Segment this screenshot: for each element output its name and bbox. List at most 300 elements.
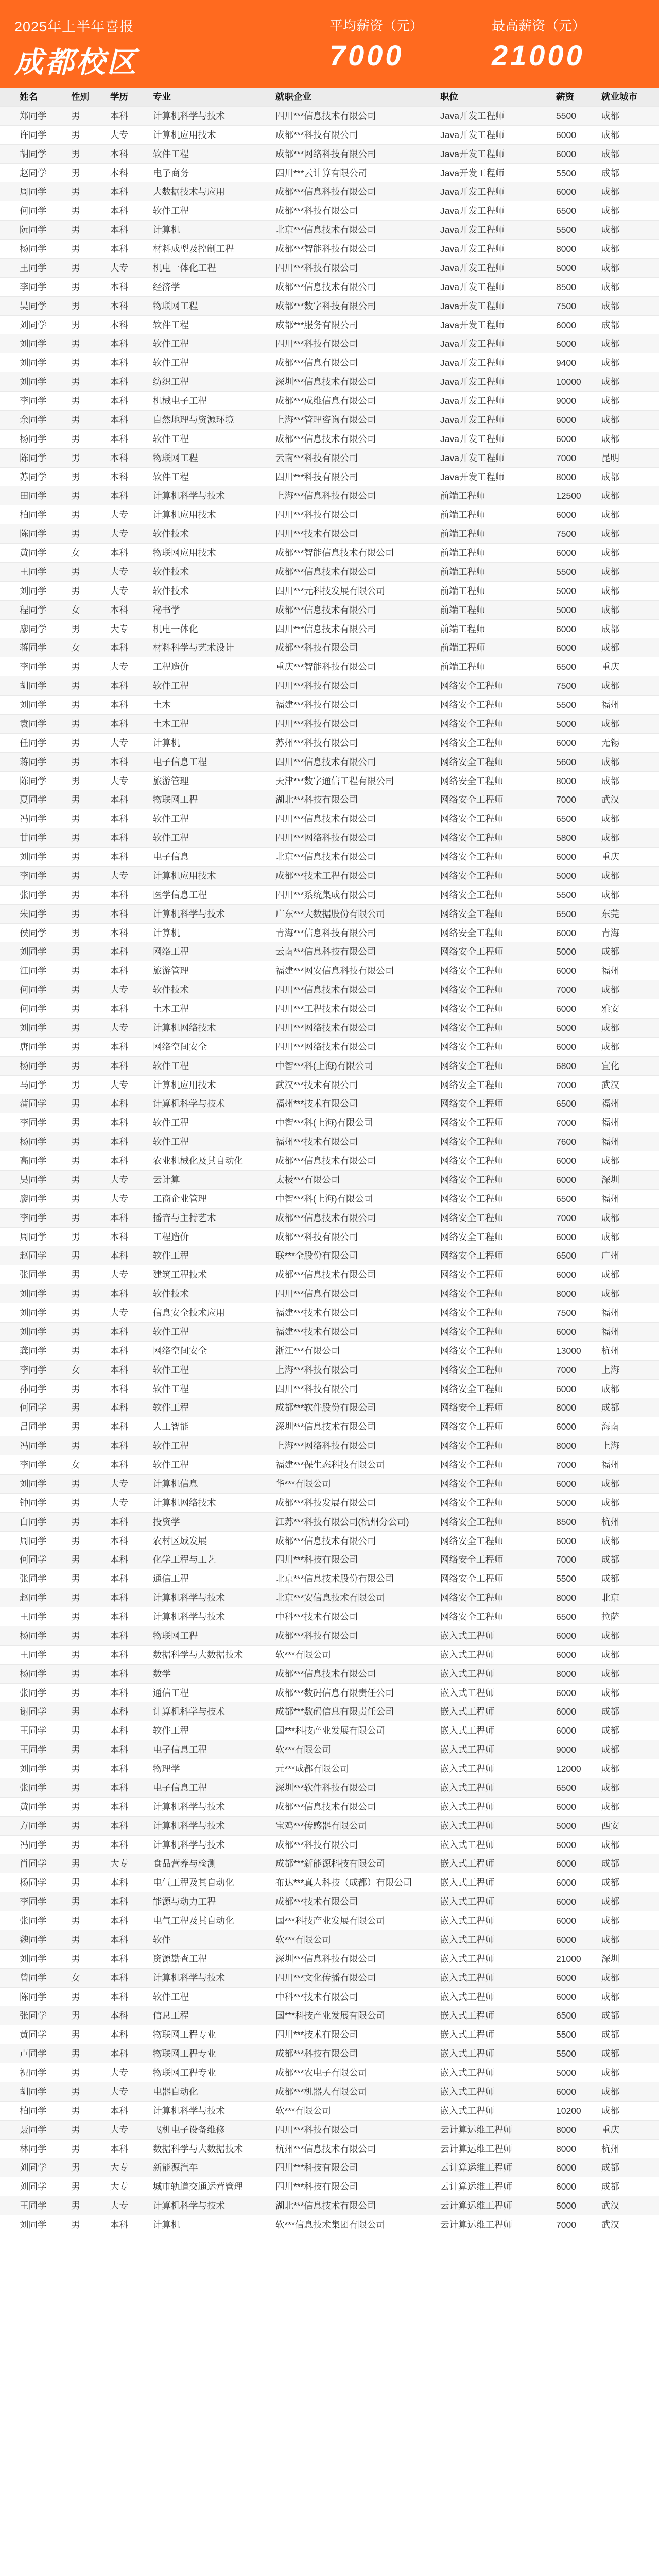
- cell-city: 成都: [601, 2086, 619, 2097]
- cell-city: 成都: [601, 604, 619, 615]
- table-row: [0, 1190, 659, 1209]
- cell-salary: 9000: [556, 396, 576, 406]
- cell-salary: 6000: [556, 1421, 576, 1432]
- cell-degree: 本科: [110, 1212, 128, 1223]
- table-row: [0, 1569, 659, 1588]
- table-row: [0, 2158, 659, 2177]
- cell-city: 成都: [601, 1782, 619, 1793]
- cell-company: 成都***机器人有限公司: [275, 2086, 367, 2097]
- cell-major: 城市轨道交通运营管理: [153, 2181, 243, 2192]
- table-row: [0, 1513, 659, 1532]
- cell-position: 网络安全工程师: [440, 965, 504, 976]
- cell-salary: 7000: [556, 452, 576, 463]
- cell-gender: 男: [71, 225, 80, 235]
- cell-major: 通信工程: [153, 1573, 189, 1584]
- cell-degree: 本科: [110, 548, 128, 558]
- table-row: [0, 1969, 659, 1988]
- cell-company: 上海***信息科技有限公司: [275, 490, 376, 501]
- cell-major: 计算机科学与技术: [153, 1098, 225, 1109]
- cell-degree: 本科: [110, 1326, 128, 1337]
- cell-position: 网络安全工程师: [440, 681, 504, 691]
- cell-gender: 男: [71, 794, 80, 805]
- table-row: [0, 1684, 659, 1703]
- table-row: [0, 2121, 659, 2140]
- cell-company: 国***科技产业发展有限公司: [275, 1916, 385, 1926]
- cell-position: 嵌入式工程师: [440, 1764, 494, 1774]
- cell-position: 嵌入式工程师: [440, 1630, 494, 1641]
- cell-gender: 男: [71, 1098, 80, 1109]
- table-row: [0, 1417, 659, 1436]
- cell-company: 苏州***科技有限公司: [275, 737, 358, 748]
- cell-gender: 男: [71, 1174, 80, 1185]
- cell-major: 软件工程: [153, 1137, 189, 1147]
- employment-table: [0, 88, 659, 2234]
- cell-position: 嵌入式工程师: [440, 1839, 494, 1850]
- cell-degree: 本科: [110, 1592, 128, 1603]
- cell-salary: 7000: [556, 1212, 576, 1223]
- cell-degree: 大专: [110, 129, 128, 140]
- average-salary-label: 平均薪资（元）: [330, 18, 424, 33]
- cell-degree: 大专: [110, 2162, 128, 2173]
- cell-name: 刘同学: [20, 1308, 47, 1318]
- table-row: [0, 1532, 659, 1551]
- cell-degree: 本科: [110, 377, 128, 387]
- cell-salary: 8500: [556, 1516, 576, 1527]
- cell-name: 杨同学: [20, 1877, 47, 1888]
- cell-position: 网络安全工程师: [440, 946, 504, 957]
- cell-city: 成都: [601, 300, 619, 311]
- cell-major: 材料科学与艺术设计: [153, 642, 234, 653]
- cell-position: 前端工程师: [440, 529, 485, 539]
- cell-company: 北京***信息技术有限公司: [275, 225, 376, 235]
- cell-name: 周同学: [20, 187, 47, 197]
- cell-major: 软件工程: [153, 1250, 189, 1261]
- cell-company: 四川***信息技术有限公司: [275, 756, 376, 767]
- cell-major: 软件工程: [153, 206, 189, 216]
- cell-gender: 男: [71, 814, 80, 824]
- cell-major: 旅游管理: [153, 775, 189, 786]
- cell-city: 福州: [601, 1117, 619, 1128]
- cell-gender: 男: [71, 1421, 80, 1432]
- column-header-company: 就职企业: [275, 92, 311, 102]
- table-row: [0, 1911, 659, 1930]
- cell-major: 信息工程: [153, 2010, 189, 2021]
- cell-name: 许同学: [20, 129, 47, 140]
- cell-salary: 21000: [556, 1953, 581, 1964]
- cell-gender: 男: [71, 1725, 80, 1736]
- cell-gender: 男: [71, 1934, 80, 1945]
- cell-gender: 男: [71, 1231, 80, 1242]
- cell-major: 人工智能: [153, 1421, 189, 1432]
- cell-city: 成都: [601, 1402, 619, 1413]
- cell-company: 成都***新能源科技有限公司: [275, 1858, 385, 1869]
- cell-position: 嵌入式工程师: [440, 2048, 494, 2059]
- cell-gender: 男: [71, 1117, 80, 1128]
- cell-degree: 大专: [110, 1308, 128, 1318]
- cell-name: 程同学: [20, 604, 47, 615]
- cell-company: 四川***云计算有限公司: [275, 167, 367, 178]
- cell-degree: 本科: [110, 338, 128, 349]
- cell-position: 嵌入式工程师: [440, 1782, 494, 1793]
- cell-major: 软件工程: [153, 358, 189, 368]
- cell-major: 网络空间安全: [153, 1345, 207, 1356]
- cell-name: 林同学: [20, 2143, 47, 2154]
- cell-gender: 男: [71, 110, 80, 121]
- cell-position: 网络安全工程师: [440, 1269, 504, 1280]
- table-row: [0, 1380, 659, 1399]
- cell-company: 深圳***软件科技有限公司: [275, 1782, 376, 1793]
- cell-salary: 8000: [556, 244, 576, 254]
- cell-name: 赵同学: [20, 167, 47, 178]
- cell-position: 网络安全工程师: [440, 1554, 504, 1565]
- cell-company: 中智***科(上海)有限公司: [275, 1193, 373, 1204]
- cell-gender: 男: [71, 775, 80, 786]
- cell-salary: 7600: [556, 1137, 576, 1147]
- cell-position: 嵌入式工程师: [440, 1972, 494, 1983]
- cell-salary: 6000: [556, 965, 576, 976]
- cell-city: 无锡: [601, 737, 619, 748]
- cell-company: 四川***信息技术有限公司: [275, 985, 376, 995]
- cell-gender: 男: [71, 1022, 80, 1033]
- table-row: [0, 2006, 659, 2025]
- table-row: [0, 524, 659, 544]
- cell-city: 成都: [601, 585, 619, 596]
- cell-company: 四川***技术有限公司: [275, 529, 358, 539]
- cell-company: 福建***保生态科技有限公司: [275, 1460, 385, 1470]
- cell-gender: 男: [71, 358, 80, 368]
- cell-city: 重庆: [601, 662, 619, 672]
- table-row: [0, 961, 659, 980]
- cell-degree: 大专: [110, 585, 128, 596]
- cell-position: 嵌入式工程师: [440, 1934, 494, 1945]
- cell-company: 成都***农电子有限公司: [275, 2067, 367, 2078]
- cell-name: 刘同学: [20, 319, 47, 330]
- cell-company: 四川***科技有限公司: [275, 2181, 358, 2192]
- cell-position: 网络安全工程师: [440, 1478, 504, 1489]
- cell-major: 能源与动力工程: [153, 1896, 216, 1907]
- cell-city: 成都: [601, 396, 619, 406]
- cell-degree: 本科: [110, 965, 128, 976]
- cell-city: 西安: [601, 1820, 619, 1831]
- cell-salary: 7000: [556, 2219, 576, 2230]
- cell-name: 刘同学: [20, 946, 47, 957]
- cell-company: 成都***信息技术有限公司: [275, 281, 376, 292]
- table-row: [0, 1892, 659, 1911]
- cell-gender: 男: [71, 187, 80, 197]
- cell-city: 昆明: [601, 452, 619, 463]
- cell-degree: 本科: [110, 1934, 128, 1945]
- cell-major: 通信工程: [153, 1687, 189, 1698]
- table-row: [0, 809, 659, 828]
- cell-degree: 本科: [110, 1289, 128, 1299]
- cell-gender: 男: [71, 1630, 80, 1641]
- cell-city: 成都: [601, 319, 619, 330]
- cell-name: 刘同学: [20, 700, 47, 710]
- cell-degree: 本科: [110, 1004, 128, 1014]
- cell-company: 四川***文化传播有限公司: [275, 1972, 376, 1983]
- cell-salary: 5500: [556, 225, 576, 235]
- cell-degree: 本科: [110, 1668, 128, 1679]
- cell-degree: 本科: [110, 1744, 128, 1755]
- cell-company: 成都***智能信息技术有限公司: [275, 548, 394, 558]
- cell-name: 张同学: [20, 1782, 47, 1793]
- cell-gender: 男: [71, 1308, 80, 1318]
- cell-name: 张同学: [20, 1916, 47, 1926]
- cell-city: 成都: [601, 490, 619, 501]
- cell-company: 湖北***科技有限公司: [275, 794, 358, 805]
- cell-salary: 5500: [556, 566, 576, 577]
- cell-position: Java开发工程师: [440, 206, 505, 216]
- table-row: [0, 2082, 659, 2102]
- cell-major: 计算机: [153, 737, 180, 748]
- cell-city: 成都: [601, 510, 619, 520]
- cell-degree: 大专: [110, 2067, 128, 2078]
- cell-company: 天津***数字通信工程有限公司: [275, 775, 394, 786]
- cell-name: 郑同学: [20, 110, 47, 121]
- cell-name: 胡同学: [20, 2086, 47, 2097]
- cell-salary: 6000: [556, 1326, 576, 1337]
- cell-degree: 大专: [110, 262, 128, 273]
- cell-salary: 6500: [556, 206, 576, 216]
- cell-degree: 本科: [110, 187, 128, 197]
- cell-city: 成都: [601, 1478, 619, 1489]
- cell-city: 青海: [601, 927, 619, 938]
- cell-salary: 8000: [556, 1289, 576, 1299]
- table-row: [0, 334, 659, 353]
- cell-position: 网络安全工程师: [440, 756, 504, 767]
- cell-company: 福建***网安信息科技有限公司: [275, 965, 394, 976]
- cell-position: 网络安全工程师: [440, 1308, 504, 1318]
- cell-gender: 男: [71, 2010, 80, 2021]
- cell-gender: 男: [71, 167, 80, 178]
- cell-major: 机电一体化: [153, 623, 198, 634]
- cell-major: 软件工程: [153, 148, 189, 159]
- cell-position: 嵌入式工程师: [440, 1744, 494, 1755]
- cell-name: 刘同学: [20, 852, 47, 862]
- cell-degree: 本科: [110, 1916, 128, 1926]
- cell-major: 软件工程: [153, 1991, 189, 2002]
- cell-city: 成都: [601, 756, 619, 767]
- cell-position: Java开发工程师: [440, 262, 505, 273]
- cell-city: 成都: [601, 1839, 619, 1850]
- cell-salary: 6500: [556, 1612, 576, 1622]
- cell-major: 软件工程: [153, 471, 189, 482]
- cell-salary: 6000: [556, 1156, 576, 1166]
- cell-salary: 5500: [556, 889, 576, 900]
- cell-name: 卢同学: [20, 2048, 47, 2059]
- cell-degree: 本科: [110, 927, 128, 938]
- cell-major: 农村区域发展: [153, 1535, 207, 1546]
- cell-city: 上海: [601, 1364, 619, 1375]
- cell-major: 计算机网络技术: [153, 1022, 216, 1033]
- table-row: [0, 221, 659, 240]
- column-header-name: 姓名: [20, 92, 38, 102]
- cell-city: 成都: [601, 1630, 619, 1641]
- cell-gender: 男: [71, 377, 80, 387]
- cell-city: 宜化: [601, 1060, 619, 1071]
- cell-city: 福州: [601, 1326, 619, 1337]
- cell-city: 成都: [601, 814, 619, 824]
- cell-position: 前端工程师: [440, 585, 485, 596]
- cell-city: 成都: [601, 414, 619, 425]
- cell-degree: 大专: [110, 529, 128, 539]
- cell-position: Java开发工程师: [440, 225, 505, 235]
- cell-major: 大数据技术与应用: [153, 187, 225, 197]
- cell-gender: 男: [71, 1706, 80, 1717]
- cell-company: 上海***管理咨询有限公司: [275, 414, 376, 425]
- cell-position: 网络安全工程师: [440, 927, 504, 938]
- cell-name: 李同学: [20, 662, 47, 672]
- table-row: [0, 449, 659, 468]
- table-row: [0, 638, 659, 657]
- cell-name: 冯同学: [20, 1839, 47, 1850]
- cell-salary: 5500: [556, 2029, 576, 2040]
- cell-degree: 本科: [110, 1098, 128, 1109]
- table-header-row: [0, 88, 659, 107]
- cell-company: 软***信息技术集团有限公司: [275, 2219, 385, 2230]
- table-row: [0, 240, 659, 259]
- cell-degree: 大专: [110, 985, 128, 995]
- cell-position: Java开发工程师: [440, 148, 505, 159]
- table-row: [0, 1436, 659, 1455]
- table-row: [0, 1076, 659, 1095]
- cell-gender: 男: [71, 908, 80, 919]
- cell-major: 计算机科学与技术: [153, 2200, 225, 2211]
- cell-major: 软件技术: [153, 585, 189, 596]
- table-row: [0, 886, 659, 905]
- cell-company: 成都***技术有限公司: [275, 1896, 358, 1907]
- table-row: [0, 372, 659, 392]
- cell-name: 高同学: [20, 1156, 47, 1166]
- cell-gender: 男: [71, 566, 80, 577]
- cell-degree: 本科: [110, 281, 128, 292]
- cell-name: 李同学: [20, 1460, 47, 1470]
- cell-gender: 男: [71, 319, 80, 330]
- cell-position: 网络安全工程师: [440, 852, 504, 862]
- cell-company: 北京***信息技术股份有限公司: [275, 1573, 394, 1584]
- cell-gender: 男: [71, 1687, 80, 1698]
- cell-degree: 本科: [110, 1231, 128, 1242]
- cell-gender: 男: [71, 1764, 80, 1774]
- table-row: [0, 430, 659, 449]
- table-row: [0, 1494, 659, 1513]
- table-row: [0, 2196, 659, 2215]
- cell-city: 成都: [601, 889, 619, 900]
- cell-name: 杨同学: [20, 433, 47, 444]
- cell-salary: 8000: [556, 1402, 576, 1413]
- cell-position: 云计算运维工程师: [440, 2181, 512, 2192]
- cell-position: 网络安全工程师: [440, 1079, 504, 1090]
- cell-position: Java开发工程师: [440, 187, 505, 197]
- table-row: [0, 905, 659, 924]
- cell-name: 李同学: [20, 1896, 47, 1907]
- cell-company: 成都***信息技术有限公司: [275, 566, 376, 577]
- table-row: [0, 1455, 659, 1475]
- cell-city: 成都: [601, 870, 619, 881]
- cell-city: 深圳: [601, 1953, 619, 1964]
- cell-major: 计算机科学与技术: [153, 1706, 225, 1717]
- cell-major: 软件工程: [153, 1440, 189, 1451]
- cell-position: 嵌入式工程师: [440, 1896, 494, 1907]
- cell-degree: 本科: [110, 1137, 128, 1147]
- cell-company: 成都***网络科技有限公司: [275, 148, 376, 159]
- table-row: [0, 1342, 659, 1361]
- cell-name: 王同学: [20, 1612, 47, 1622]
- cell-salary: 5800: [556, 833, 576, 843]
- cell-city: 成都: [601, 1212, 619, 1223]
- cell-position: 嵌入式工程师: [440, 2029, 494, 2040]
- cell-city: 拉萨: [601, 1612, 619, 1622]
- cell-company: 四川***科技有限公司: [275, 471, 358, 482]
- cell-position: Java开发工程师: [440, 300, 505, 311]
- cell-company: 四川***技术有限公司: [275, 2029, 358, 2040]
- cell-city: 成都: [601, 471, 619, 482]
- cell-city: 成都: [601, 1687, 619, 1698]
- cell-company: 福建***科技有限公司: [275, 700, 358, 710]
- cell-degree: 本科: [110, 1706, 128, 1717]
- column-header-gender: 性别: [71, 92, 89, 102]
- cell-major: 自然地理与资源环境: [153, 414, 234, 425]
- cell-gender: 男: [71, 1592, 80, 1603]
- cell-company: 中智***科(上海)有限公司: [275, 1060, 373, 1071]
- cell-major: 计算机科学与技术: [153, 1592, 225, 1603]
- cell-salary: 6000: [556, 737, 576, 748]
- cell-degree: 大专: [110, 2086, 128, 2097]
- cell-salary: 5500: [556, 700, 576, 710]
- cell-company: 成都***信息技术有限公司: [275, 1535, 376, 1546]
- cell-position: 云计算运维工程师: [440, 2162, 512, 2173]
- cell-name: 冯同学: [20, 1440, 47, 1451]
- cell-degree: 本科: [110, 946, 128, 957]
- cell-salary: 12500: [556, 490, 581, 501]
- cell-major: 新能源汽车: [153, 2162, 198, 2173]
- cell-salary: 5000: [556, 946, 576, 957]
- cell-major: 软件工程: [153, 1364, 189, 1375]
- cell-company: 成都***信息技术有限公司: [275, 433, 376, 444]
- cell-salary: 9000: [556, 1744, 576, 1755]
- table-row: [0, 1303, 659, 1323]
- cell-gender: 男: [71, 1820, 80, 1831]
- cell-company: 成都***科技有限公司: [275, 642, 358, 653]
- table-row: [0, 392, 659, 411]
- cell-name: 刘同学: [20, 377, 47, 387]
- cell-salary: 5000: [556, 1820, 576, 1831]
- cell-major: 经济学: [153, 281, 180, 292]
- cell-company: 太极***有限公司: [275, 1174, 340, 1185]
- table-row: [0, 316, 659, 335]
- cell-salary: 6500: [556, 1250, 576, 1261]
- cell-degree: 本科: [110, 681, 128, 691]
- cell-salary: 8000: [556, 2143, 576, 2154]
- cell-salary: 6500: [556, 1782, 576, 1793]
- cell-name: 周同学: [20, 1535, 47, 1546]
- cell-city: 成都: [601, 1934, 619, 1945]
- cell-position: 网络安全工程师: [440, 833, 504, 843]
- cell-name: 何同学: [20, 1554, 47, 1565]
- cell-salary: 6000: [556, 1725, 576, 1736]
- cell-name: 侯同学: [20, 927, 47, 938]
- cell-gender: 男: [71, 129, 80, 140]
- cell-position: 嵌入式工程师: [440, 1953, 494, 1964]
- cell-major: 物联网工程: [153, 794, 198, 805]
- cell-position: 网络安全工程师: [440, 1326, 504, 1337]
- table-row: [0, 924, 659, 943]
- cell-major: 土木工程: [153, 718, 189, 729]
- cell-salary: 6000: [556, 1991, 576, 2002]
- cell-gender: 男: [71, 1744, 80, 1755]
- cell-gender: 男: [71, 1326, 80, 1337]
- column-header-degree: 学历: [110, 92, 128, 102]
